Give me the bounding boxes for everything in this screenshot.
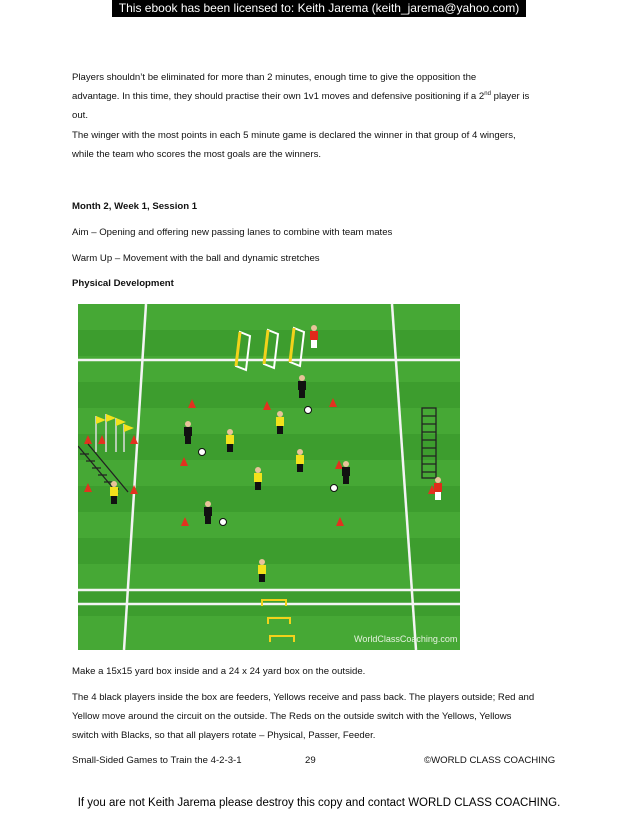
footer-copyright: ©WORLD CLASS COACHING — [424, 755, 556, 766]
player-black — [342, 461, 350, 484]
license-banner: This ebook has been licensed to: Keith Jarema (keith_jarema@yahoo.com) — [112, 0, 526, 17]
player-black — [204, 501, 212, 524]
player-black — [298, 375, 306, 398]
box-size-line: Make a 15x15 yard box inside and a 24 x 24 yard box on the outside. — [72, 666, 366, 677]
player-yellow — [110, 481, 118, 504]
text-line: The winger with the most points in each 5 minute game is declared the winner in that group of 4 wingers, — [72, 130, 516, 141]
player-yellow — [254, 467, 262, 490]
player-yellow — [276, 411, 284, 434]
text-line: Yellow move around the circuit on the outside. The Reds on the outside switch with the Yellows, Yellows — [72, 711, 512, 722]
session-heading: Month 2, Week 1, Session 1 — [72, 201, 198, 212]
text-line: advantage. In this time, they should practise their own 1v1 moves and defensive positioning if a 2 — [72, 91, 485, 102]
text-line: out. — [72, 110, 89, 121]
aim-line: Aim – Opening and offering new passing lanes to combine with team mates — [72, 227, 393, 238]
physical-heading: Physical Development — [72, 278, 174, 289]
player-red — [434, 477, 442, 500]
player-red — [310, 325, 318, 348]
player-yellow — [296, 449, 304, 472]
text-line: The 4 black players inside the box are feeders, Yellows receive and pass back. The players outside; Red and — [72, 692, 535, 703]
player-black — [184, 421, 192, 444]
text-line: Players shouldn’t be eliminated for more than 2 minutes, enough time to give the opposition the — [72, 72, 477, 83]
drill-diagram — [78, 304, 460, 650]
player-yellow — [258, 559, 266, 582]
superscript: nd — [484, 90, 491, 97]
page-number: 29 — [305, 755, 316, 766]
warmup-line: Warm Up – Movement with the ball and dynamic stretches — [72, 253, 320, 264]
text-line: switch with Blacks, so that all players rotate – Physical, Passer, Feeder. — [72, 730, 376, 741]
watermark: WorldClassCoaching.com — [354, 634, 458, 644]
footer-title: Small-Sided Games to Train the 4-2-3-1 — [72, 755, 242, 766]
paragraph-winner — [72, 126, 572, 164]
paragraph-elimination — [72, 68, 572, 125]
paragraph-rotation — [72, 688, 572, 745]
text-line: while the team who scores the most goals are the winners. — [72, 149, 322, 160]
text-line: player is — [490, 91, 530, 102]
player-yellow — [226, 429, 234, 452]
license-notice: If you are not Keith Jarema please destroy this copy and contact WORLD CLASS COACHING. — [77, 797, 561, 809]
pitch-illustration — [78, 304, 460, 650]
